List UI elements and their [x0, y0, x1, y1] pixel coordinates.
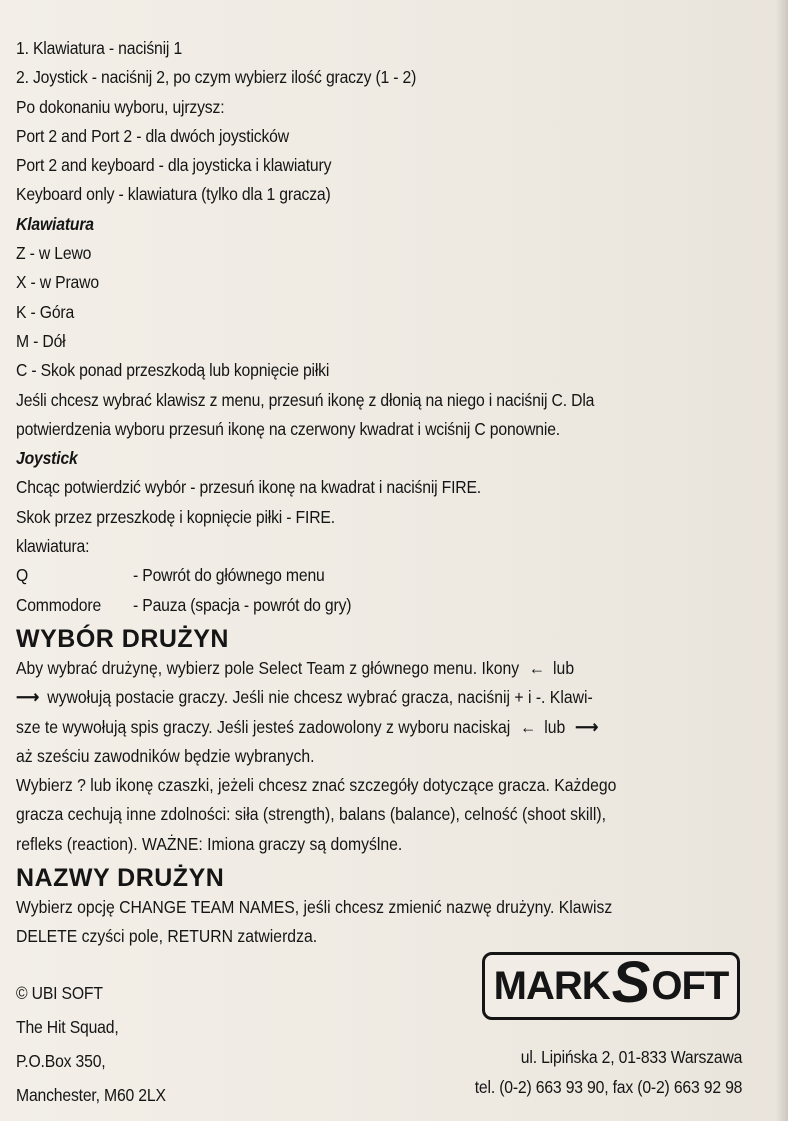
logo-text-left: MARK: [493, 963, 610, 1008]
keyboard-line: K - Góra: [16, 301, 75, 322]
phone-line: tel. (0-2) 663 93 90, fax (0-2) 663 92 98: [474, 1077, 742, 1097]
joystick-line: Chcąc potwierdzić wybór - przesuń ikonę na kwadrat i naciśnij FIRE.: [16, 477, 482, 498]
marksoft-logo: [482, 949, 740, 1020]
logo-text-s: S: [611, 949, 650, 1015]
arrow-left-icon: ←: [520, 716, 535, 737]
arrow-left-icon: ←: [528, 657, 544, 678]
team-select-heading: WYBÓR DRUŻYN: [16, 624, 229, 653]
keyboard-line: C - Skok ponad przeszkodą lub kopnięcie piłki: [16, 360, 330, 381]
joystick-heading: Joystick: [16, 448, 78, 469]
key-name: Q: [16, 565, 29, 586]
publisher-line: © UBI SOFT: [16, 983, 103, 1003]
publisher-line: P.O.Box 350,: [16, 1051, 106, 1071]
team-select-line: lub: [553, 657, 575, 678]
key-table-row: [16, 591, 673, 620]
team-select-line: wywołują postacie graczy. Jeśli nie chcesz wybrać gracza, naciśnij + i -. Klawi-: [47, 687, 593, 708]
keyboard-line: M - Dół: [16, 330, 66, 351]
key-action: - Powrót do głównego menu: [133, 565, 325, 586]
instruction-line: 2. Joystick - naciśnij 2, po czym wybierz ilość graczy (1 - 2): [16, 67, 417, 88]
key-name: Commodore: [16, 594, 102, 615]
team-names-line: Wybierz opcję CHANGE TEAM NAMES, jeśli chcesz zmienić nazwę drużyny. Klawisz: [16, 897, 613, 918]
joystick-line: Skok przez przeszkodę i kopnięcie piłki - FIRE.: [16, 506, 335, 527]
team-select-line: lub: [544, 716, 566, 737]
address-line: ul. Lipińska 2, 01-833 Warszawa: [520, 1047, 742, 1067]
team-select-line: Aby wybrać drużynę, wybierz pole Select Team z głównego menu. Ikony: [16, 657, 520, 678]
page-edge-shadow: [776, 0, 788, 1121]
arrow-right-icon: ⟶: [575, 716, 597, 737]
keyboard-line: Z - w Lewo: [16, 243, 92, 264]
instruction-line: Port 2 and keyboard - dla joysticka i klawiatury: [16, 155, 332, 176]
instruction-line: Port 2 and Port 2 - dla dwóch joysticków: [16, 125, 289, 146]
team-select-line: sze te wywołują spis graczy. Jeśli jesteś zadowolony z wyboru naciskaj: [16, 716, 511, 737]
keyboard-line: Jeśli chcesz wybrać klawisz z menu, przesuń ikonę z dłonią na niego i naciśnij C. Dla: [16, 389, 595, 410]
publisher-line: The Hit Squad,: [16, 1017, 119, 1037]
keyboard-line: X - w Prawo: [16, 272, 99, 293]
instruction-line: 1. Klawiatura - naciśnij 1: [16, 38, 183, 58]
logo-text-right: OFT: [651, 963, 729, 1008]
publisher-line: Manchester, M60 2LX: [16, 1085, 166, 1105]
team-select-line: aż sześciu zawodników będzie wybranych.: [16, 745, 315, 766]
team-names-text: [16, 893, 736, 952]
team-select-text: [16, 654, 736, 859]
team-select-line: gracza cechują inne zdolności: siła (strength), balans (balance), celność (shoot skill),: [16, 804, 607, 825]
keyboard-line: potwierdzenia wyboru przesuń ikonę na czerwony kwadrat i wciśnij C ponownie.: [16, 418, 560, 439]
instruction-line: Po dokonaniu wyboru, ujrzysz:: [16, 96, 225, 117]
instruction-line: Keyboard only - klawiatura (tylko dla 1 gracza): [16, 184, 331, 205]
arrow-right-icon: ⟶: [16, 687, 38, 708]
key-table-row: [16, 561, 673, 590]
joystick-line: klawiatura:: [16, 536, 90, 557]
keyboard-heading: Klawiatura: [16, 213, 94, 234]
team-names-line: DELETE czyści pole, RETURN zatwierdza.: [16, 926, 318, 947]
distributor-address: [445, 1042, 742, 1102]
manual-content: [16, 34, 746, 952]
key-action: - Pauza (spacja - powrót do gry): [133, 594, 352, 615]
team-select-line: refleks (reaction). WAŻNE: Imiona graczy są domyślne.: [16, 833, 403, 854]
team-select-line: Wybierz ? lub ikonę czaszki, jeżeli chcesz znać szczegóły dotyczące gracza. Każdego: [16, 775, 617, 796]
publisher-block: [16, 976, 182, 1112]
team-names-heading: NAZWY DRUŻYN: [16, 864, 225, 893]
